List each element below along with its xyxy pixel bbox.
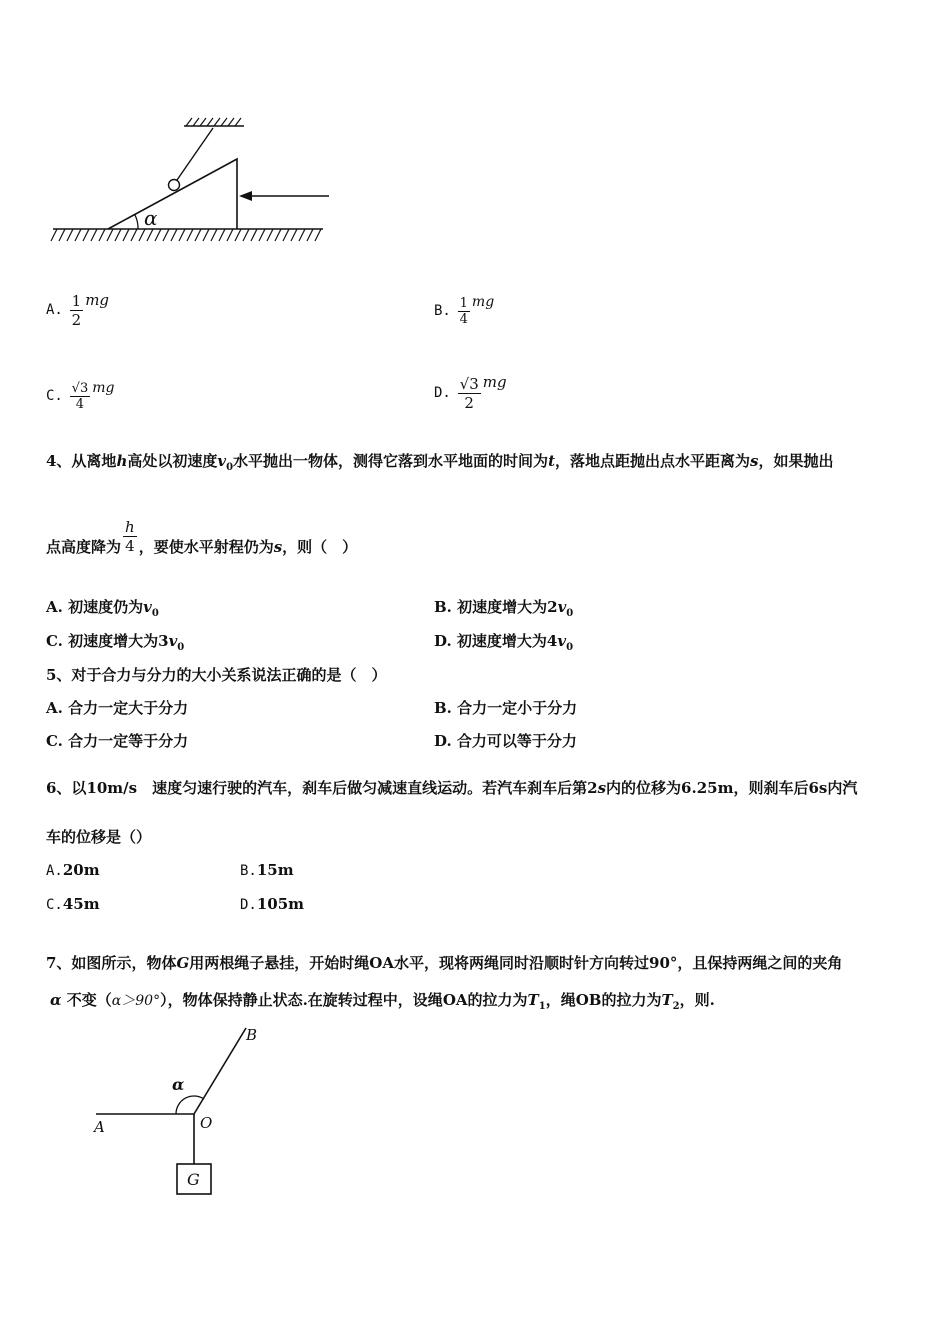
point-a-label: A <box>94 1118 105 1136</box>
q4-option-c: C. 初速度增大为$3v_0$ <box>46 632 185 653</box>
alpha-label: α <box>172 1075 185 1094</box>
q6-option-a: A.20m <box>46 861 100 879</box>
q5-option-b: B. 合力一定小于分力 <box>434 699 578 717</box>
q4-option-d: D. 初速度增大为$4v_0$ <box>434 632 574 653</box>
block-g-label: G <box>187 1170 200 1189</box>
angle-label: α <box>144 206 158 230</box>
q6-option-c: C.45m <box>46 895 100 913</box>
ball <box>169 180 180 191</box>
point-o-label: O <box>200 1114 213 1132</box>
rope-figure <box>90 1020 290 1210</box>
q7-stem-line2: α 不变（α＞90°），物体保持静止状态.在旋转过程中，设绳OA的拉力为$T_1$，绳OB的拉力为$T_2$，则. <box>50 991 715 1012</box>
q6-stem-line1: 6、以10m/s 速度匀速行驶的汽车，刹车后做匀减速直线运动。若汽车刹车后第2s内的位移为6.25m，则刹车后6s内汽 <box>46 779 858 797</box>
q3-option-b: B. $\frac{1}{4}$ mg <box>434 294 495 327</box>
q5-option-d: D. 合力可以等于分力 <box>434 732 577 750</box>
q3-option-a: A. $\frac{1}{2}$ mg <box>46 291 110 329</box>
q6-option-d: D.105m <box>240 895 305 913</box>
q7-stem-line1: 7、如图所示，物体G用两根绳子悬挂，开始时绳OA水平，现将两绳同时沿顺时针方向转过90°，且保持两绳之间的夹角 <box>46 954 843 972</box>
q5-option-c: C. 合力一定等于分力 <box>46 732 189 750</box>
q3-option-c: C. $\frac{√3}{4}$ mg <box>46 380 115 412</box>
q3-option-d: D. $\frac{√3}{2}$ mg <box>434 373 507 412</box>
q4-option-b: B. 初速度增大为$2v_0$ <box>434 598 574 619</box>
q6-option-b: B.15m <box>240 861 294 879</box>
q4-option-a: A. 初速度仍为$v_0$ <box>46 598 159 619</box>
incline-figure <box>50 112 350 252</box>
q6-stem-line2: 车的位移是（） <box>46 828 152 846</box>
q5-stem: 5、对于合力与分力的大小关系说法正确的是（ ） <box>46 666 387 684</box>
q5-option-a: A. 合力一定大于分力 <box>46 699 189 717</box>
q4-stem-line2: 点高度降为 $\frac{h}{4}$ ，要使水平射程仍为s，则（ ） <box>46 517 358 556</box>
q4-stem-line1: 4、从离地h高处以初速度$v_0$水平抛出一物体，测得它落到水平地面的时间为t，落地点距抛出点水平距离为s，如果抛出 <box>46 452 834 473</box>
point-b-label: B <box>246 1026 258 1044</box>
